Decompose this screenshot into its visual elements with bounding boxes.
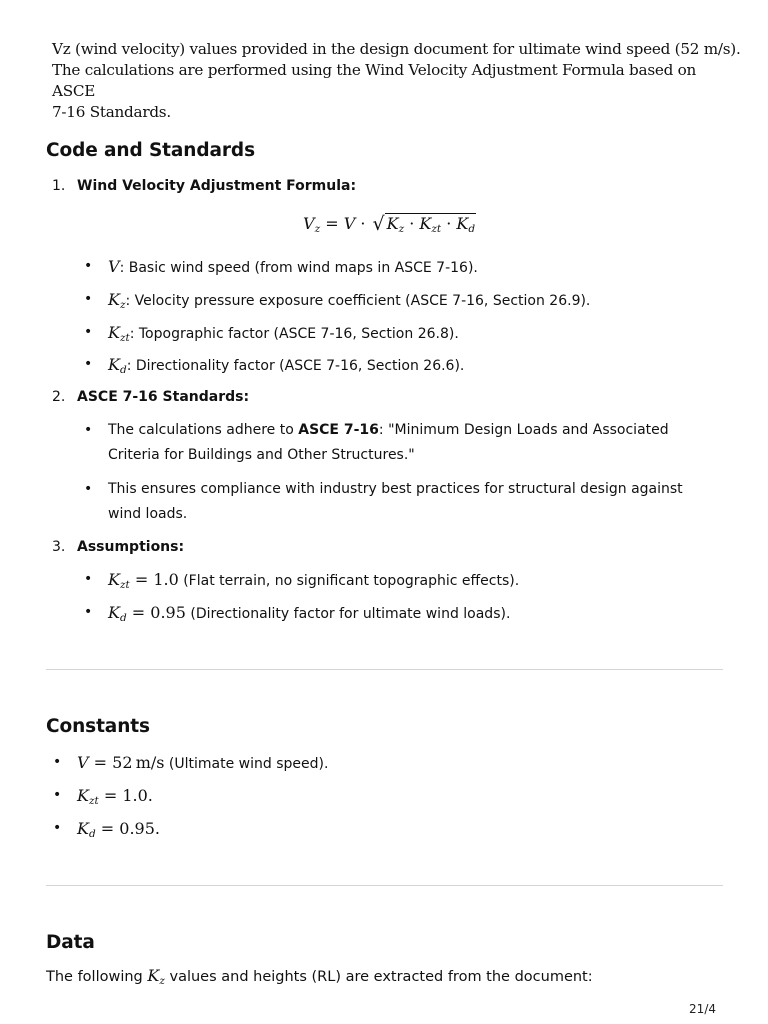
square-root: √ $K_z \cdot K_{zt} \cdot K_d$ xyxy=(372,213,476,235)
section-heading-code-and-standards: Code and Standards xyxy=(46,140,255,161)
bullet-text: (Flat terrain, no significant topographic effects). xyxy=(178,573,520,589)
list-item-title: Assumptions: xyxy=(77,539,185,555)
list-item: • $K_d = 0.95$ (Directionality factor for ultimate wind loads). xyxy=(84,603,511,624)
page-number: 21/4 xyxy=(689,1002,716,1016)
list-item: • V: Basic wind speed (from wind maps in ASCE 7-16). xyxy=(84,257,478,276)
math-expression: $K_d = 0.95$. xyxy=(77,819,160,840)
list-item: • The calculations adhere to ASCE 7-16: "Minimum Design Loads and Associated Criteria for Buildings and Other Structures." xyxy=(84,422,669,463)
section-heading-data: Data xyxy=(46,932,95,953)
list-item: • $K_d$: Directionality factor (ASCE 7-16, Section 26.6). xyxy=(84,355,465,376)
math-symbol: V xyxy=(108,257,120,276)
intro-line: The calculations are performed using the Wind Velocity Adjustment Formula based on ASCE xyxy=(52,61,697,100)
list-item-assumptions xyxy=(52,539,185,555)
divider xyxy=(46,669,723,670)
list-item: • $K_{zt}$: Topographic factor (ASCE 7-16, Section 26.8). xyxy=(84,323,459,344)
math-expression: $K_d = 0.95$ xyxy=(108,603,186,624)
bullet-text: This ensures compliance with industry best practices for structural design against xyxy=(108,481,683,497)
bullet-text: : Basic wind speed (from wind maps in ASCE 7-16). xyxy=(119,260,478,276)
divider xyxy=(46,885,723,886)
velocity-formula: $V_z = V$ · √ $K_z \cdot K_{zt} \cdot K_d$ xyxy=(303,213,476,235)
bullet-text: (Directionality factor for ultimate wind loads). xyxy=(185,606,511,622)
list-number: 2. xyxy=(52,389,66,405)
math-symbol: $K_{zt}$ xyxy=(108,323,130,344)
list-item: • $K_{zt} = 1.0$. xyxy=(53,786,153,807)
bullet-text: Criteria for Buildings and Other Structures." xyxy=(108,447,415,463)
math-symbol: $K_z$ xyxy=(108,290,126,311)
list-item-standards xyxy=(52,389,250,405)
list-item: • $K_z$: Velocity pressure exposure coefficient (ASCE 7-16, Section 26.9). xyxy=(84,290,591,311)
list-item-formula xyxy=(52,178,357,194)
bold-standard: ASCE 7-16 xyxy=(298,422,379,438)
list-item-title: Wind Velocity Adjustment Formula: xyxy=(77,178,357,194)
list-item: • This ensures compliance with industry best practices for structural design against wind loads. xyxy=(84,481,683,522)
list-number: 3. xyxy=(52,539,66,555)
math-expression: $K_{zt} = 1.0$. xyxy=(77,786,153,807)
intro-line: 7-16 Standards. xyxy=(52,103,171,121)
list-number: 1. xyxy=(52,178,66,194)
math-symbol: $K_d$ xyxy=(108,355,127,376)
bullet-text: : Velocity pressure exposure coefficient (ASCE 7-16, Section 26.9). xyxy=(125,293,591,309)
bullet-text: : Directionality factor (ASCE 7-16, Section 26.6). xyxy=(126,358,465,374)
data-intro-text: The following $K_z$ values and heights (RL) are extracted from the document: xyxy=(46,966,593,987)
section-heading-constants: Constants xyxy=(46,716,150,737)
math-expression: V = 52 m/s xyxy=(77,753,165,772)
list-item: • $K_d = 0.95$. xyxy=(53,819,160,840)
intro-paragraph xyxy=(52,39,742,123)
bullet-text: : "Minimum Design Loads and Associated xyxy=(378,422,669,438)
intro-line: Vz (wind velocity) values provided in the design document for ultimate wind speed (52 m/s). xyxy=(52,40,741,58)
list-item: • V = 52 m/s (Ultimate wind speed). xyxy=(53,753,329,772)
bullet-text: : Topographic factor (ASCE 7-16, Section 26.8). xyxy=(129,326,459,342)
list-item: • $K_{zt} = 1.0$ (Flat terrain, no significant topographic effects). xyxy=(84,570,520,591)
list-item-title: ASCE 7-16 Standards: xyxy=(77,389,250,405)
bullet-text: The calculations adhere to xyxy=(108,422,299,438)
math-expression: $K_{zt} = 1.0$ xyxy=(108,570,179,591)
bullet-text: (Ultimate wind speed). xyxy=(164,756,329,772)
bullet-text: wind loads. xyxy=(108,506,188,522)
